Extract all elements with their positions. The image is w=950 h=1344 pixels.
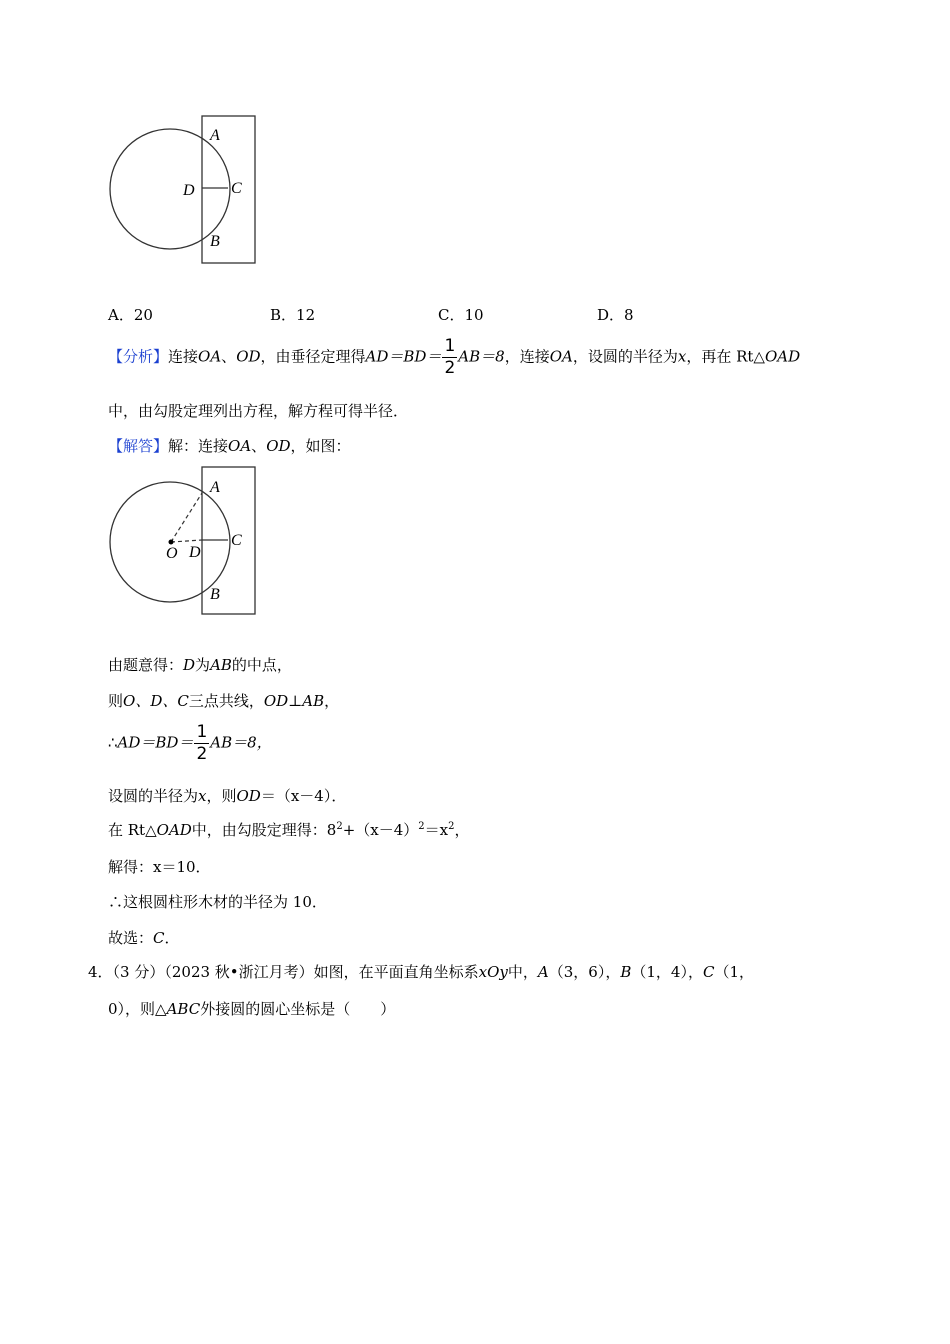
solution-step-4: 设圆的半径为x，则OD＝（x－4）． bbox=[108, 787, 347, 805]
label-o: O bbox=[166, 545, 178, 562]
option-b: B．12 bbox=[270, 306, 316, 324]
circle bbox=[110, 129, 230, 249]
question-4-line-1: 4．（3 分）（2023 秋•浙江月考）如图，在平面直角坐标系xOy中，A（3，6），B（1，4），C（1， bbox=[88, 963, 754, 981]
solution-step-7: ∴这根圆柱形木材的半径为 10． bbox=[108, 893, 327, 911]
label-c: C bbox=[231, 180, 242, 197]
solution-step-3: ∴AD＝BD＝ $\frac{1}{2}$ AB＝8， bbox=[108, 722, 272, 764]
analysis-tag: 【分析】 bbox=[108, 347, 169, 366]
label-a: A bbox=[210, 479, 220, 496]
label-d: D bbox=[183, 182, 195, 199]
label-c: C bbox=[231, 532, 242, 549]
label-b: B bbox=[210, 586, 220, 603]
figure-circle-board bbox=[100, 108, 270, 273]
center-point bbox=[169, 540, 174, 545]
question-4-line-2: 0），则△ABC外接圆的圆心坐标是（ ） bbox=[108, 1000, 396, 1018]
answer-line: 【解答】解：连接OA、OD，如图： bbox=[108, 437, 351, 455]
question-number: 4． bbox=[88, 963, 113, 981]
dashed-od bbox=[171, 540, 202, 542]
solution-step-6: 解得：x＝10． bbox=[108, 858, 211, 876]
solution-step-1: 由题意得：D为AB的中点， bbox=[108, 656, 292, 674]
solution-step-5: 在 Rt△OAD中，由勾股定理得：$8^2+(x-4)^2=x^2$， bbox=[108, 821, 470, 839]
option-c: C．10 bbox=[438, 306, 484, 324]
label-a: A bbox=[210, 127, 220, 144]
solution-step-2: 则O、D、C三点共线，OD⊥AB， bbox=[108, 692, 340, 710]
answer-tag: 【解答】 bbox=[108, 437, 169, 455]
label-b: B bbox=[210, 233, 220, 250]
solution-step-8: 故选：C． bbox=[108, 929, 180, 947]
option-d: D．8 bbox=[597, 306, 634, 324]
option-a: A．20 bbox=[108, 306, 153, 324]
fraction-half: $\frac{1}{2}$ bbox=[444, 336, 456, 378]
dashed-oa bbox=[171, 493, 202, 542]
label-d: D bbox=[189, 544, 201, 561]
analysis-line-1: 【分析】连接OA、OD，由垂径定理得AD＝BD＝ $\frac{1}{2}$ AB＝8，连接OA，设圆的半径为x，再在 Rt△OAD bbox=[108, 336, 801, 378]
fraction-half: $\frac{1}{2}$ bbox=[196, 722, 208, 764]
figure-solution bbox=[100, 460, 270, 625]
analysis-line-2: 中，由勾股定理列出方程，解方程可得半径． bbox=[108, 402, 409, 420]
